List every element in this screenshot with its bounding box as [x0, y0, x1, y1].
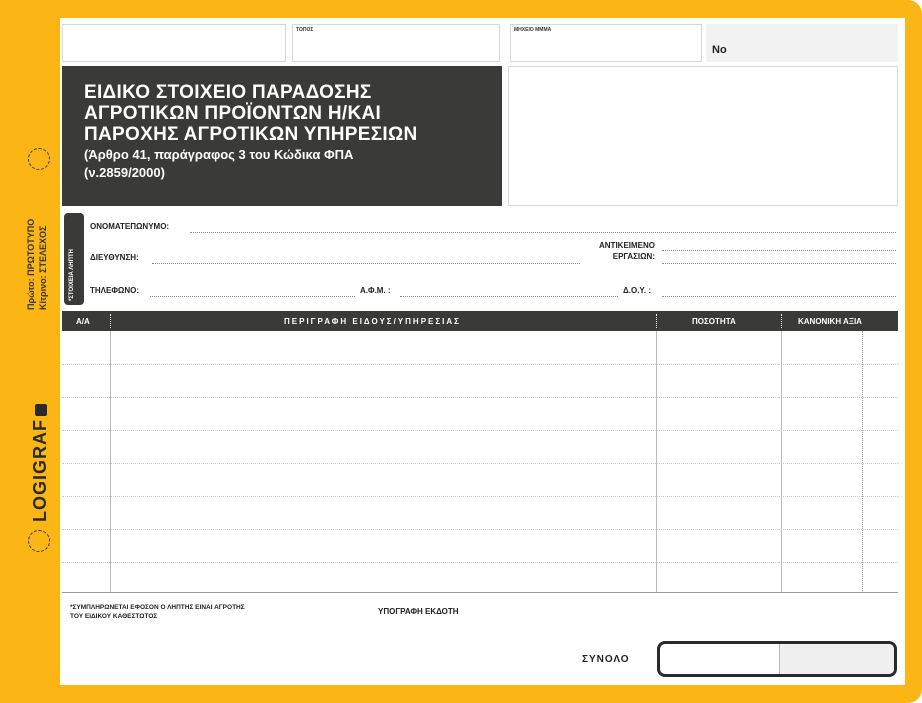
recipient-tab-label: *ΣΤΟΙΧΕΙΑ ΛΗΠΤΗ	[69, 249, 75, 301]
address-label: ΔΙΕΥΘΥΝΣΗ:	[90, 253, 139, 262]
afm-label: Α.Φ.Μ. :	[360, 286, 391, 295]
recipient-tab	[64, 213, 84, 305]
phone-field[interactable]	[150, 296, 355, 297]
table-bottom-line	[62, 592, 898, 593]
items-table-body[interactable]	[62, 331, 898, 593]
punch-hole-top	[28, 148, 50, 170]
header-separator	[656, 314, 657, 328]
subtitle-line-2: (ν.2859/2000)	[84, 165, 165, 180]
column-divider-decimal	[862, 331, 863, 593]
number-box[interactable]	[706, 24, 898, 62]
header-separator	[781, 314, 782, 328]
place-label: ΤΟΠΟΣ	[296, 27, 314, 33]
block-label: ΜΗΧΕΙΟ ΜΜΜΑ	[514, 27, 552, 33]
date-box[interactable]	[62, 24, 286, 62]
total-field[interactable]	[657, 641, 897, 677]
address-field[interactable]	[152, 263, 580, 264]
phone-label: ΤΗΛΕΦΩΝΟ:	[90, 286, 139, 295]
title-line-2: ΑΓΡΟΤΙΚΩΝ ΠΡΟΪΟΝΤΩΝ Η/ΚΑΙ	[84, 103, 382, 124]
items-table-header	[62, 311, 898, 331]
column-divider	[656, 331, 657, 593]
logigraf-logo: LOGIGRAF	[30, 404, 51, 522]
punch-hole-bottom	[28, 530, 50, 552]
column-divider	[781, 331, 782, 593]
name-label: ΟΝΟΜΑΤΕΠΩΝΥΜΟ:	[90, 222, 170, 231]
title-line-3: ΠΑΡΟΧΗΣ ΑΓΡΟΤΙΚΩΝ ΥΠΗΡΕΣΙΩΝ	[84, 124, 418, 145]
table-row	[62, 496, 898, 497]
column-divider	[110, 331, 111, 593]
doy-field[interactable]	[662, 296, 896, 297]
issuer-signature-label: ΥΠΟΓΡΑΦΗ ΕΚΔΟΤΗ	[378, 607, 459, 616]
table-row	[62, 430, 898, 431]
table-row	[62, 562, 898, 563]
document-title-box	[62, 66, 502, 206]
issuer-seal-box	[508, 66, 898, 206]
col-value-header: ΚΑΝΟΝΙΚΗ ΑΞΙΑ	[798, 317, 862, 326]
table-row	[62, 463, 898, 464]
title-line-1: ΕΙΔΙΚΟ ΣΤΟΙΧΕΙΟ ΠΑΡΑΔΟΣΗΣ	[84, 82, 372, 103]
work-field-line-2[interactable]	[662, 263, 896, 264]
table-row	[62, 364, 898, 365]
work-label-line-2: ΕΡΓΑΣΙΩΝ:	[612, 252, 655, 261]
logo-b-icon	[35, 404, 47, 416]
afm-field[interactable]	[400, 296, 618, 297]
total-decimal-cell[interactable]	[779, 644, 897, 674]
col-quantity-header: ΠΟΣΟΤΗΤΑ	[692, 317, 736, 326]
subtitle-line-1: (Άρθρο 41, παράγραφος 3 του Κώδικα ΦΠΑ	[84, 147, 354, 162]
number-label: No	[712, 44, 727, 56]
spine-stub-label: Κίτρινο: ΣΤΕΛΕΧΟΣ	[38, 225, 48, 310]
work-label-line-1: ΑΝΤΙΚΕΙΜΕΝΟ	[599, 241, 655, 250]
doy-label: Δ.Ο.Υ. :	[623, 286, 651, 295]
farmer-note	[70, 603, 245, 621]
spine-original-label: Πρώτο: ΠΡΩΤΟΤΥΠΟ	[26, 218, 36, 310]
col-description-header: ΠΕΡΙΓΡΑΦΗ ΕΙΔΟΥΣ/ΥΠΗΡΕΣΙΑΣ	[284, 317, 461, 326]
name-field[interactable]	[190, 232, 896, 233]
table-row	[62, 397, 898, 398]
total-label: ΣΥΝΟΛΟ	[582, 654, 630, 665]
header-separator	[110, 314, 111, 328]
block-box[interactable]	[510, 24, 702, 62]
farmer-note-line-1: *ΣΥΜΠΛΗΡΩΝΕΤΑΙ ΕΦΟΣΟΝ Ο ΛΗΠΤΗΣ ΕΙΝΑΙ ΑΓΡΟΤΗΣ	[70, 604, 245, 611]
table-row	[62, 529, 898, 530]
place-box[interactable]	[292, 24, 500, 62]
work-field-line-1[interactable]	[662, 250, 896, 251]
farmer-note-line-2: ΤΟΥ ΕΙΔΙΚΟΥ ΚΑΘΕΣΤΩΤΟΣ	[70, 613, 158, 620]
col-aa-header: Α/Α	[76, 317, 90, 326]
